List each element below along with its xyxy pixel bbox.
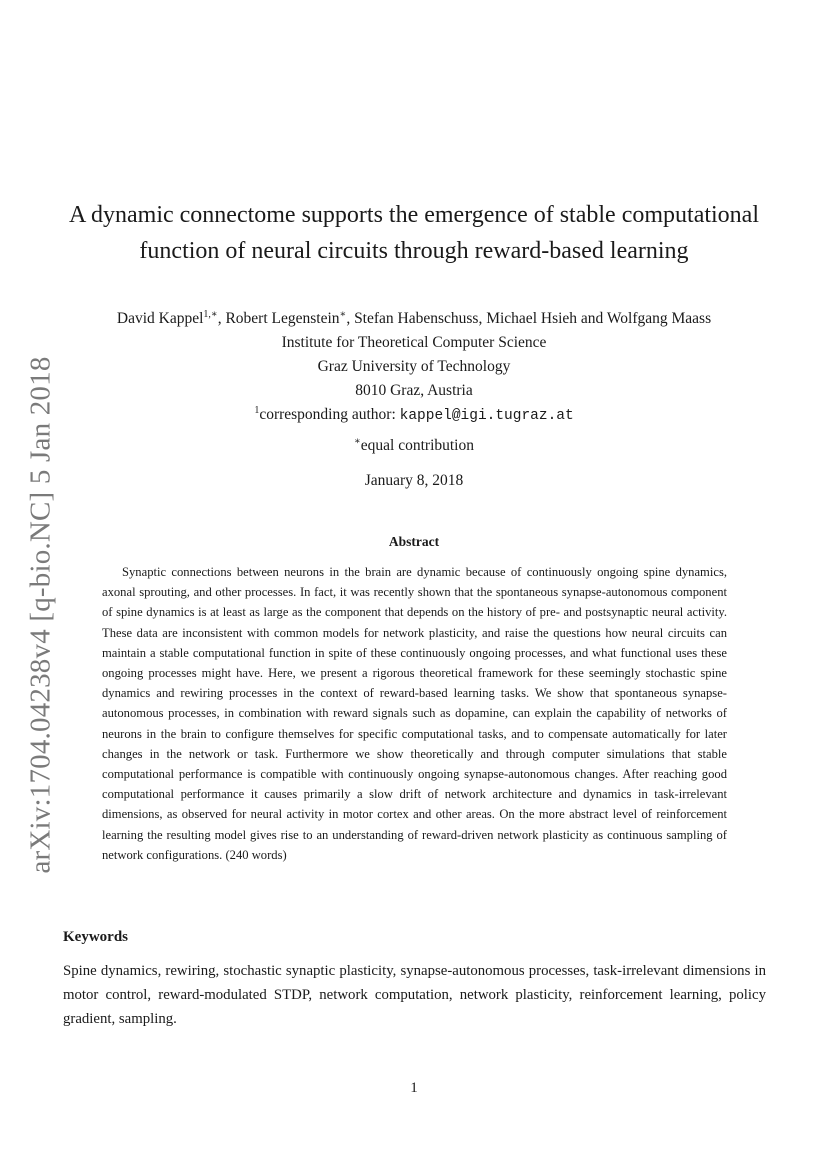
author-legenstein: , Robert Legenstein [217,310,340,327]
corresponding-mark: 1 [254,404,260,416]
author-list [40,307,788,331]
corresponding-email[interactable]: kappel@igi.tugraz.at [399,408,574,424]
keywords-body: Spine dynamics, rewiring, stochastic synaptic plasticity, synapse-autonomous processes, task-irrelevant dimensions in motor control, reward-modulated STDP, network computation, network plasticity, reinforcement learning, policy gradient, sampling. [63,963,766,1027]
abstract-heading: Abstract [388,534,440,549]
arxiv-identifier: arXiv:1704.04238v4 [q-bio.NC] 5 Jan 2018 [24,356,57,874]
author-legenstein-mark: ∗ [339,308,347,320]
title-line-1: A dynamic connectome supports the emergence of stable computational [68,202,759,228]
affiliation-city: 8010 Graz, Austria [355,382,473,399]
corresponding-label: corresponding author: [259,406,400,423]
affiliation-institute: Institute for Theoretical Computer Science [281,334,547,351]
author-block [40,307,788,428]
abstract-body: Synaptic connections between neurons in the brain are dynamic because of continuously ongoing spine dynamics, axonal sprouting, and other processes. In fact, it was recently shown that the spontaneous synapse-autonomous component of spine dynamics is at least as large as the component that depends on the history of pre- and postsynaptic neural activity. These data are inconsistent with common models for network plasticity, and raise the questions how neural circuits can maintain a stable computational function in spite of these continuously ongoing processes, and what functional uses these ongoing processes might have. Here, we present a rigorous theoretical framework for these seemingly stochastic spine dynamics and rewiring processes in the context of reward-based learning tasks. We show that spontaneous synapse-autonomous processes, in combination with reward signals such as dopamine, can explain the capability of networks of neurons in the brain to configure themselves for specific computational tasks, and to compensate automatically for later changes in the network or task. Furthermore we show theoretically and through computer simulations that stable computational performance is compatible with continuously ongoing synapse-autonomous changes. After reaching good computational performance it causes primarily a slow drift of network architecture and dynamics in task-irrelevant dimensions, as observed for neural activity in motor cortex and other areas. On the more abstract level of reinforcement learning the resulting model gives rise to an understanding of reward-driven network plasticity as continuous sampling of network configurations. (240 words) [102,565,727,862]
page-number: 1 [410,1080,418,1096]
author-others: , Stefan Habenschuss, Michael Hsieh and Wolfgang Maass [346,310,712,327]
author-kappel: David Kappel [116,310,204,327]
affiliation-university: Graz University of Technology [317,358,511,375]
paper-title [40,197,788,269]
corresponding-author [40,403,788,428]
equal-contribution-mark: ∗ [353,435,361,447]
title-line-2: function of neural circuits through reward-based learning [139,238,689,264]
equal-contribution-text: equal contribution [360,437,474,454]
equal-contribution-note [40,437,788,455]
keywords-heading: Keywords [63,929,128,945]
paper-date: January 8, 2018 [364,472,464,489]
author-kappel-marks: 1,∗ [203,308,218,320]
